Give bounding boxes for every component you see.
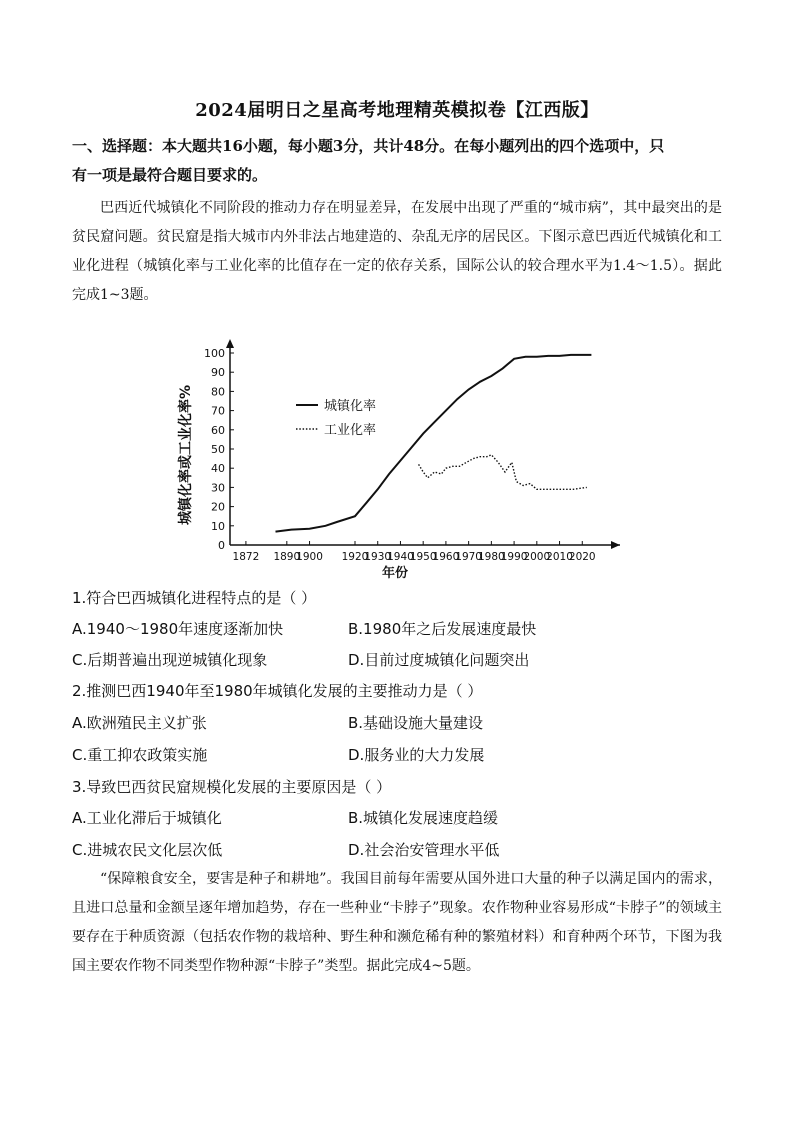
- x-tick-label: 1970: [455, 551, 483, 563]
- x-tick-label: 2020: [568, 551, 596, 563]
- question-3-option-d[interactable]: D.社会治安管理水平低: [348, 841, 500, 859]
- passage-brazil: 巴西近代城镇化不同阶段的推动力存在明显差异，在发展中出现了严重的“城市病”，其中最突出的是贫民窟问题。贫民窟是指大城市内外非法占地建造的、杂乱无序的居民区。下图示意巴西近代城镇化和工业化进程（城镇化率与工业化率的比值存在一定的依存关系，国际公认的较合理水平为1.4～1.5）。据此完成1~3题。: [72, 200, 722, 303]
- question-1-stem: 1.符合巴西城镇化进程特点的是（ ）: [72, 589, 317, 607]
- y-tick-label: 0: [218, 539, 225, 552]
- question-2-option-a[interactable]: A.欧洲殖民主义扩张: [72, 714, 207, 732]
- y-tick-label: 40: [211, 462, 225, 476]
- y-axis-label: 城镇化率或工业化率%: [178, 384, 194, 525]
- x-tick-label: 1950: [409, 551, 437, 563]
- urbanization-chart: [170, 335, 630, 580]
- question-3-option-b[interactable]: B.城镇化发展速度趋缓: [348, 809, 499, 827]
- x-tick-label: 1940: [387, 551, 414, 563]
- question-1-option-c[interactable]: C.后期普遍出现逆城镇化现象: [72, 651, 268, 669]
- question-3-option-a[interactable]: A.工业化滞后于城镇化: [72, 809, 222, 827]
- question-3-stem: 3.导致巴西贫民窟规模化发展的主要原因是（ ）: [72, 778, 392, 796]
- passage-seeds: “保障粮食安全，要害是种子和耕地”。我国目前每年需要从国外进口大量的种子以满足国内的需求，且进口总量和金额呈逐年增加趋势，存在一些种业“卡脖子”现象。农作物种业容易形成“卡脖子”的领域主要存在于种质资源（包括农作物的栽培种、野生种和濒危稀有种的繁殖材料）和育种两个环节，下图为我国主要农作物不同类型作物种源“卡脖子”类型。据此完成4~5题。: [72, 871, 722, 974]
- y-tick-label: 90: [211, 366, 225, 380]
- question-2-option-d[interactable]: D.服务业的大力发展: [348, 746, 485, 764]
- y-tick-label: 50: [211, 443, 225, 456]
- y-tick-label: 100: [204, 347, 225, 360]
- x-tick-label: 1920: [341, 551, 369, 563]
- y-tick-label: 10: [211, 519, 225, 533]
- x-tick-label: 1990: [500, 551, 528, 563]
- x-tick-label: 1900: [296, 551, 323, 563]
- x-axis-label: 年份: [381, 566, 409, 580]
- question-2-option-c[interactable]: C.重工抑农政策实施: [72, 746, 208, 764]
- section-heading: [72, 132, 722, 190]
- y-axis-arrow: [226, 339, 234, 348]
- question-1-option-b[interactable]: B.1980年之后发展速度最快: [348, 620, 537, 638]
- exam-title: 2024届明日之星高考地理精英模拟卷【江西版】: [195, 100, 599, 121]
- section-heading-line-1: 一、选择题：本大题共16小题，每小题3分，共计48分。在每小题列出的四个选项中，只: [72, 137, 665, 155]
- legend-industrialization-label: 工业化率: [324, 423, 377, 438]
- x-tick-label: 1980: [477, 551, 505, 563]
- y-tick-label: 60: [211, 423, 225, 437]
- x-tick-label: 1890: [273, 551, 301, 563]
- question-2-option-b[interactable]: B.基础设施大量建设: [348, 714, 484, 732]
- series-urbanization-line: [276, 355, 592, 532]
- x-tick-label: 1930: [364, 551, 392, 563]
- x-tick-label: 1872: [232, 551, 260, 563]
- x-tick-label: 2000: [523, 551, 551, 563]
- question-1-option-a[interactable]: A.1940～1980年速度逐渐加快: [72, 620, 284, 638]
- question-3-option-c[interactable]: C.进城农民文化层次低: [72, 841, 223, 859]
- x-tick-label: 1960: [432, 551, 460, 563]
- series-industrialization-line: [419, 455, 587, 490]
- y-tick-label: 70: [211, 404, 225, 418]
- question-1-option-d[interactable]: D.目前过度城镇化问题突出: [348, 651, 530, 669]
- x-axis-arrow: [611, 541, 620, 549]
- section-heading-line-2: 有一项是最符合题目要求的。: [72, 166, 268, 184]
- legend-urbanization-label: 城镇化率: [324, 399, 377, 414]
- y-tick-label: 80: [211, 385, 225, 399]
- y-tick-label: 20: [211, 500, 225, 514]
- y-tick-label: 30: [211, 481, 225, 495]
- question-2-stem: 2.推测巴西1940年至1980年城镇化发展的主要推动力是（ ）: [72, 682, 483, 700]
- x-tick-label: 2010: [546, 551, 573, 563]
